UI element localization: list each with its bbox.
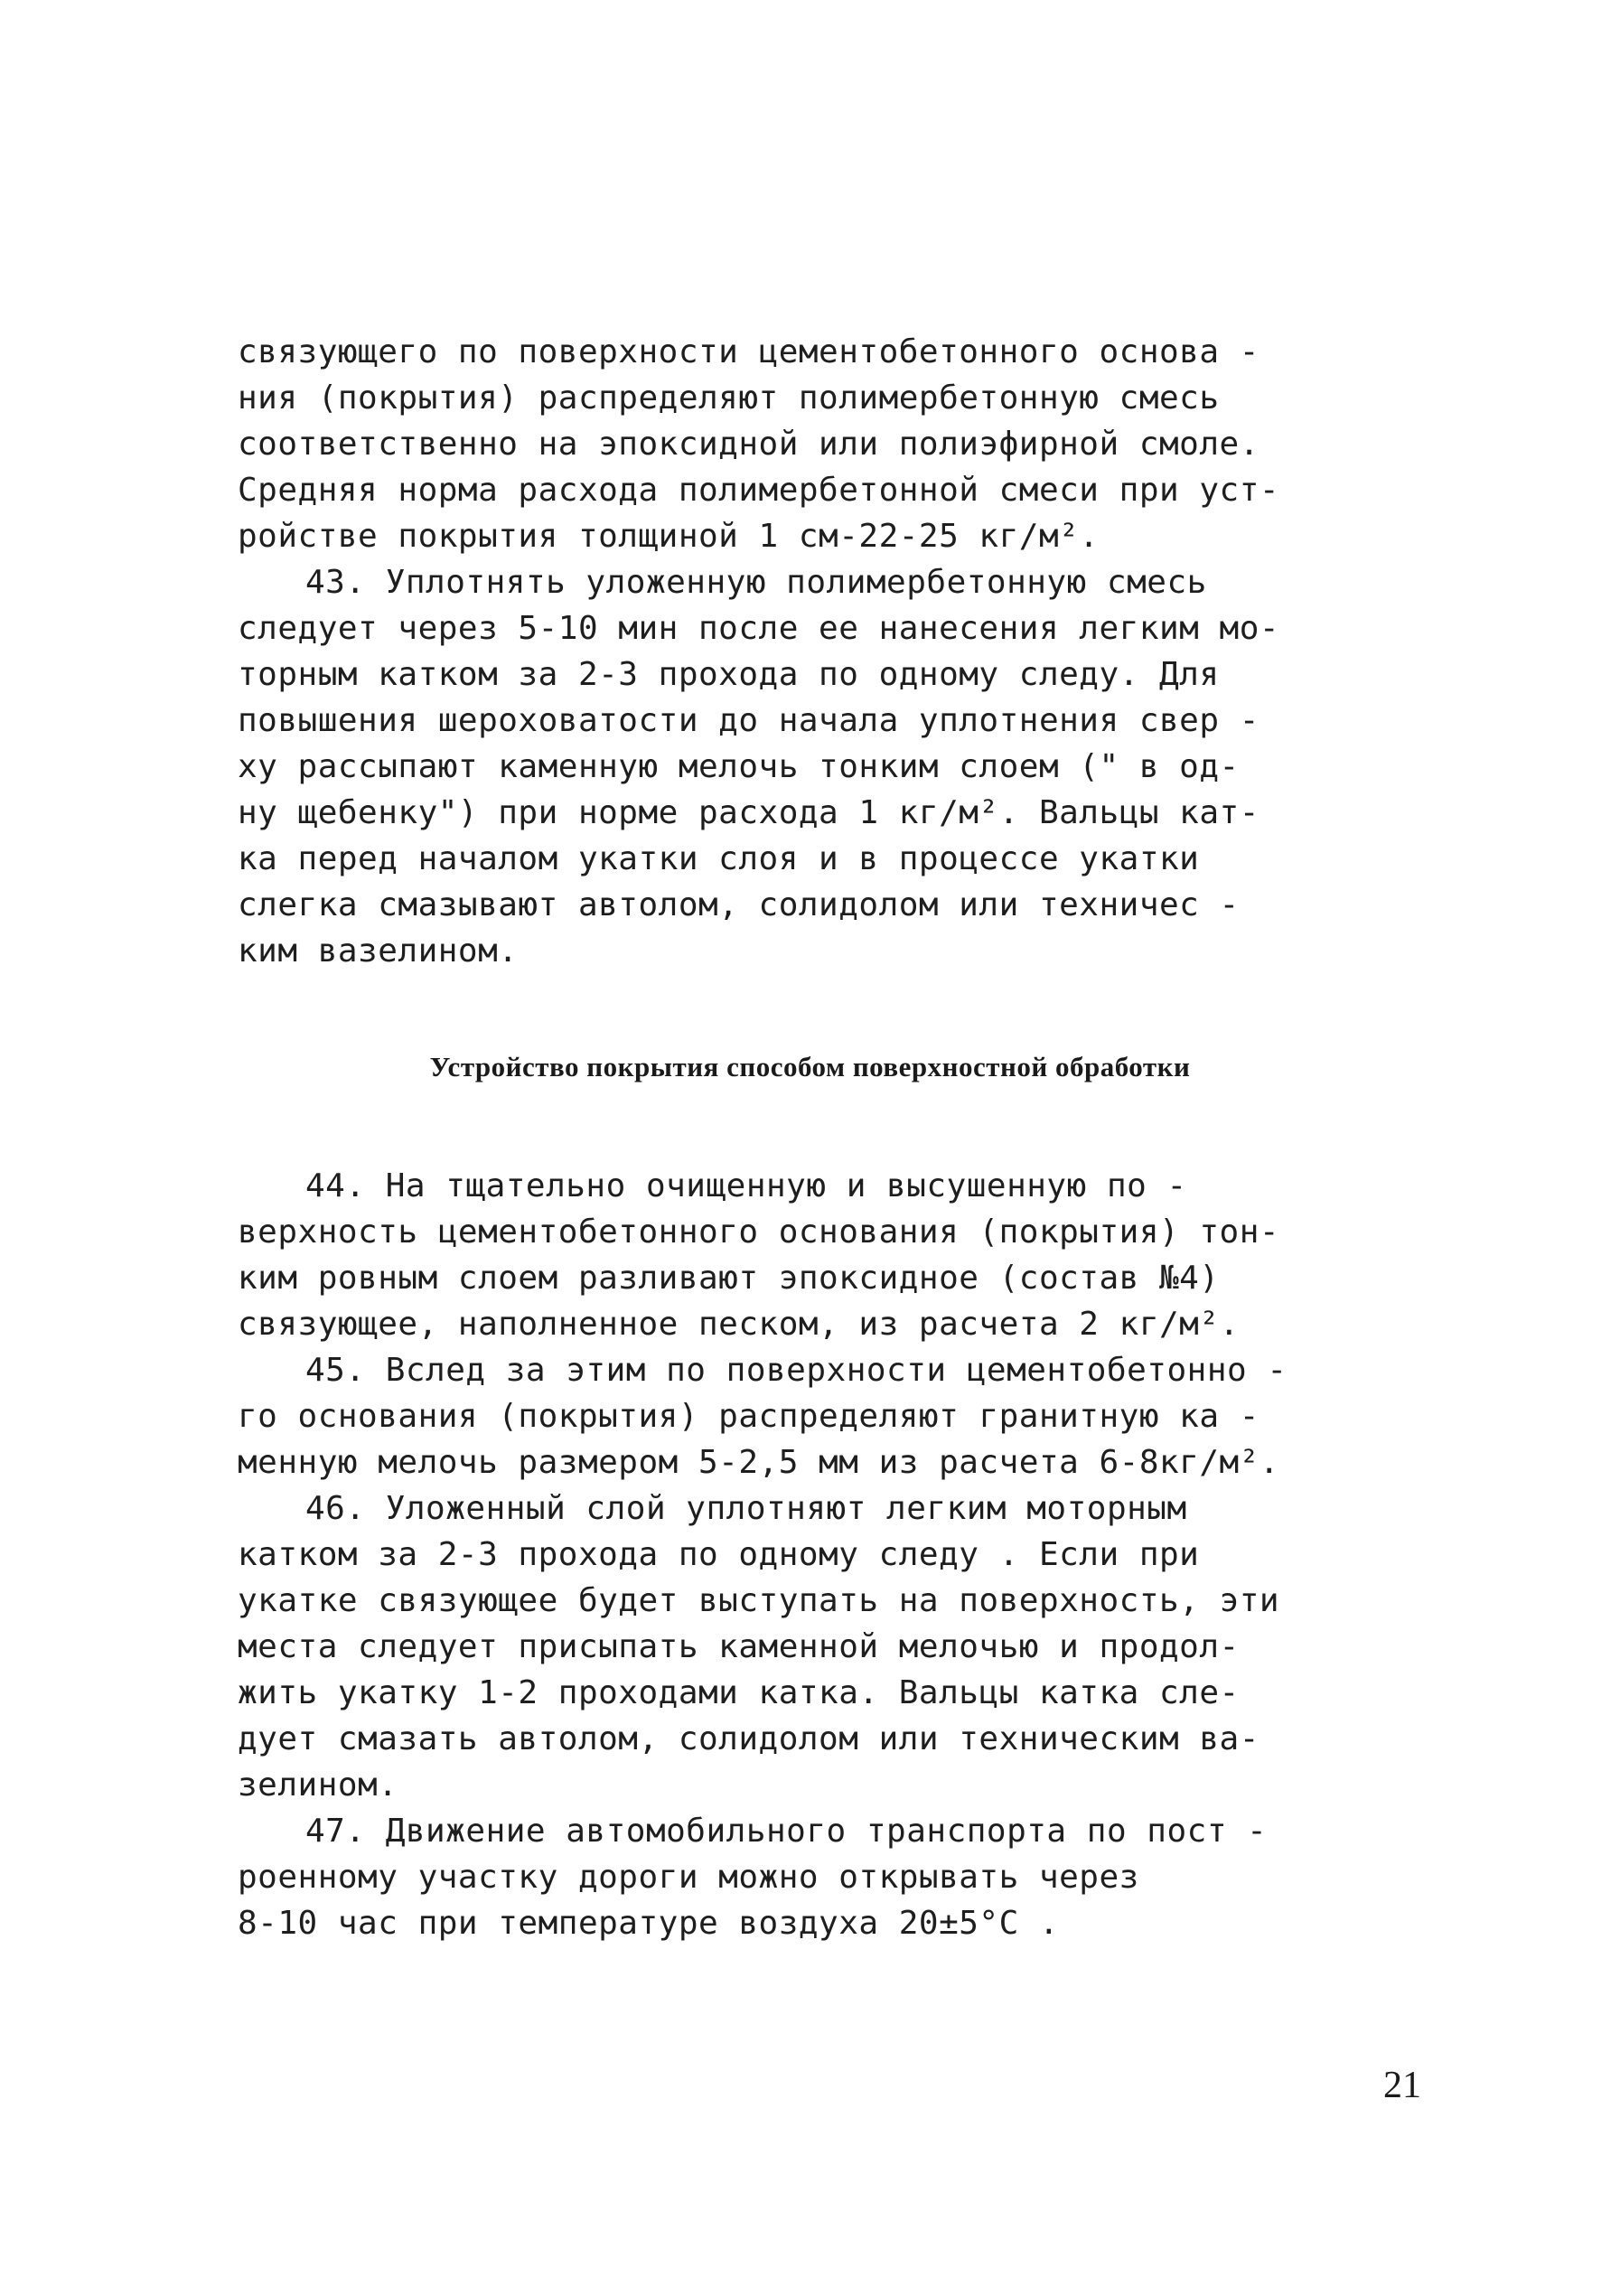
text-line-paragraph-43: 43. Уплотнять уложенную полимербетонную смесь — [305, 564, 1207, 601]
text-line: ну щебенку") при норме расхода 1 кг/м². Вальцы кат- — [238, 794, 1259, 831]
text-block-bottom — [238, 1163, 1430, 1946]
text-line: слегка смазывают автолом, солидолом или техничес - — [238, 886, 1240, 923]
text-line: ху рассыпают каменную мелочь тонким слоем (" в од- — [238, 748, 1240, 785]
text-line: соответственно на эпоксидной или полиэфирной смоле. — [238, 426, 1259, 463]
text-line: катком за 2-3 прохода по одному следу . Если при — [238, 1536, 1200, 1573]
text-line: торным катком за 2-3 прохода по одному следу. Для — [238, 656, 1220, 693]
text-line: 8-10 час при температуре воздуха 20±5°С . — [238, 1905, 1060, 1942]
text-line: ким ровным слоем разливают эпоксидное (состав №4) — [238, 1260, 1220, 1297]
text-line: места следует присыпать каменной мелочью и продол- — [238, 1628, 1240, 1665]
section-heading: Устройство покрытия способом поверхностной обработки — [429, 1051, 1191, 1082]
text-line: ка перед началом укатки слоя и в процессе укатки — [238, 840, 1200, 877]
text-line-paragraph-45: 45. Вслед за этим по поверхности цементобетонно - — [305, 1352, 1288, 1389]
page-number: 21 — [1383, 2065, 1421, 2106]
text-line: зелином. — [238, 1767, 398, 1804]
text-block-top — [238, 329, 1430, 974]
text-line: повышения шероховатости до начала уплотнения свер - — [238, 702, 1259, 739]
text-line: ния (покрытия) распределяют полимербетонную смесь — [238, 380, 1220, 417]
text-line: укатке связующее будет выступать на поверхность, эти — [238, 1582, 1280, 1619]
text-line: жить укатку 1-2 проходами катка. Вальцы катка сле- — [238, 1674, 1240, 1711]
text-line: Средняя норма расхода полимербетонной смеси при уст- — [238, 472, 1280, 509]
text-line: связующего по поверхности цементобетонного основа - — [238, 333, 1259, 370]
text-line: го основания (покрытия) распределяют гранитную ка - — [238, 1398, 1259, 1435]
text-line: дует смазать автолом, солидолом или техническим ва- — [238, 1720, 1259, 1757]
text-line-paragraph-46: 46. Уложенный слой уплотняют легким моторным — [305, 1490, 1187, 1527]
text-line: верхность цементобетонного основания (покрытия) тон- — [238, 1214, 1280, 1251]
text-line: следует через 5-10 мин после ее нанесения легким мо- — [238, 610, 1280, 647]
text-line: связующее, наполненное песком, из расчета 2 кг/м². — [238, 1306, 1240, 1343]
text-line: роенному участку дороги можно открывать через — [238, 1859, 1139, 1896]
text-line: менную мелочь размером 5-2,5 мм из расчета 6-8кг/м². — [238, 1444, 1280, 1481]
text-line-paragraph-44: 44. На тщательно очищенную и высушенную по - — [305, 1167, 1187, 1204]
text-line-paragraph-47: 47. Движение автомобильного транспорта по пост - — [305, 1813, 1268, 1850]
text-line: ройстве покрытия толщиной 1 см-22-25 кг/м². — [238, 518, 1100, 555]
text-line: ким вазелином. — [238, 932, 519, 970]
